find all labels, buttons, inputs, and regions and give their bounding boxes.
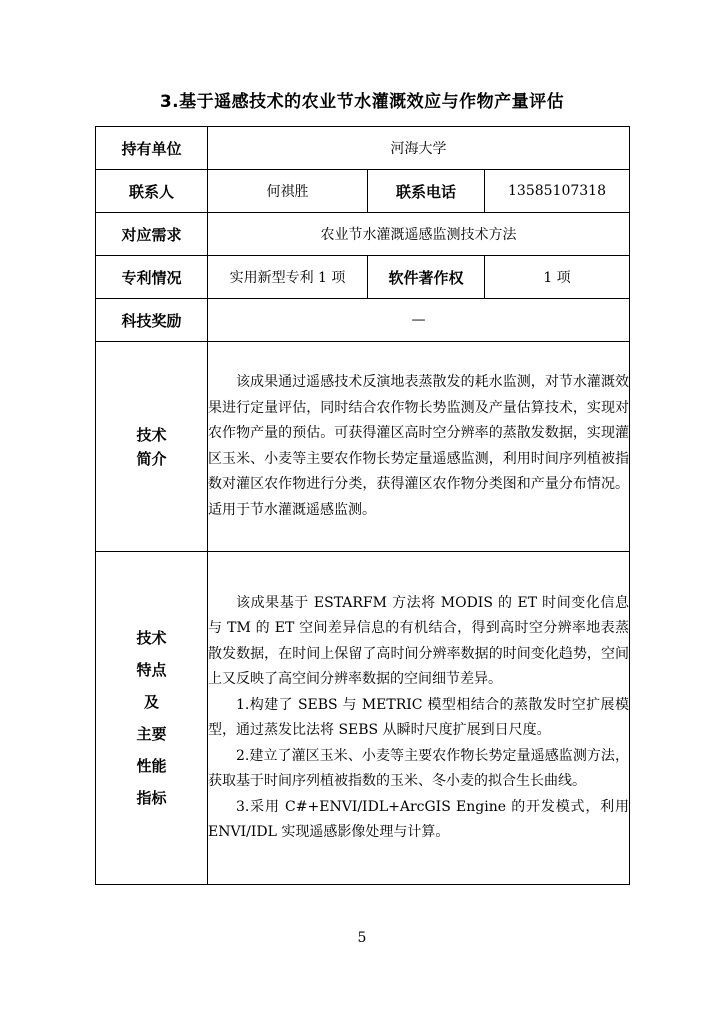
award-label: 科技奖励 (96, 299, 208, 342)
holder-label: 持有单位 (96, 127, 208, 170)
row-intro (96, 342, 630, 552)
software-value: 1 项 (485, 256, 630, 299)
features-label-line: 技术 (136, 629, 167, 647)
row-holder (96, 127, 630, 170)
intro-label-line2: 简介 (136, 449, 167, 468)
demand-label: 对应需求 (96, 213, 208, 256)
row-features (96, 552, 630, 885)
features-label-line: 特点 (136, 661, 167, 679)
features-text-cell (208, 552, 630, 885)
phone-label: 联系电话 (368, 170, 485, 213)
intro-label (96, 342, 208, 552)
phone-value: 13585107318 (485, 170, 630, 213)
info-table (95, 126, 630, 885)
features-label-line: 及 (143, 693, 159, 711)
features-label-line: 主要 (136, 725, 167, 743)
software-label: 软件著作权 (368, 256, 485, 299)
features-label-line: 性能 (136, 757, 167, 775)
features-paragraph: 2.建立了灌区玉米、小麦等主要农作物长势定量遥感监测方法，获取基于时间序列植被指数的玉米、冬小麦的拟合生长曲线。 (208, 747, 629, 789)
holder-value: 河海大学 (208, 127, 630, 170)
patent-label: 专利情况 (96, 256, 208, 299)
intro-text-cell (208, 342, 630, 552)
features-paragraph: 1.构建了 SEBS 与 METRIC 模型相结合的蒸散发时空扩展模型，通过蒸发比法将 SEBS 从瞬时尺度扩展到日尺度。 (208, 696, 629, 738)
patent-value: 实用新型专利 1 项 (208, 256, 368, 299)
features-label (96, 552, 208, 885)
features-paragraph: 该成果基于 ESTARFM 方法将 MODIS 的 ET 时间变化信息与 TM 的 ET 空间差异信息的有机结合，得到高时空分辨率地表蒸散发数据，在时间上保留了高时间分辨率数据的时间变化趋势，空间上又反映了高空间分辨率数据的空间细节差异。 (208, 594, 629, 687)
row-contact (96, 170, 630, 213)
features-label-line: 指标 (136, 789, 167, 807)
intro-label-line1: 技术 (136, 425, 167, 444)
contact-label: 联系人 (96, 170, 208, 213)
intro-text: 该成果通过遥感技术反演地表蒸散发的耗水监测，对节水灌溉效果进行定量评估，同时结合农作物长势监测及产量估算技术，实现对农作物产量的预估。可获得灌区高时空分辨率的蒸散发数据，实现灌区玉米、小麦等主要农作物长势定量遥感监测，利用时间序列植被指数对灌区农作物进行分类，获得灌区农作物分类图和产量分布情况。适用于节水灌溉遥感监测。 (208, 374, 629, 518)
row-demand (96, 213, 630, 256)
row-award (96, 299, 630, 342)
contact-value: 何祺胜 (208, 170, 368, 213)
row-patent (96, 256, 630, 299)
features-paragraph: 3.采用 C#+ENVI/IDL+ArcGIS Engine 的开发模式，利用 ENVI/IDL 实现遥感影像处理与计算。 (208, 798, 629, 840)
award-value: — (208, 299, 630, 342)
page-number: 5 (357, 930, 367, 946)
demand-value: 农业节水灌溉遥感监测技术方法 (208, 213, 630, 256)
document-title: 3.基于遥感技术的农业节水灌溉效应与作物产量评估 (159, 92, 565, 112)
